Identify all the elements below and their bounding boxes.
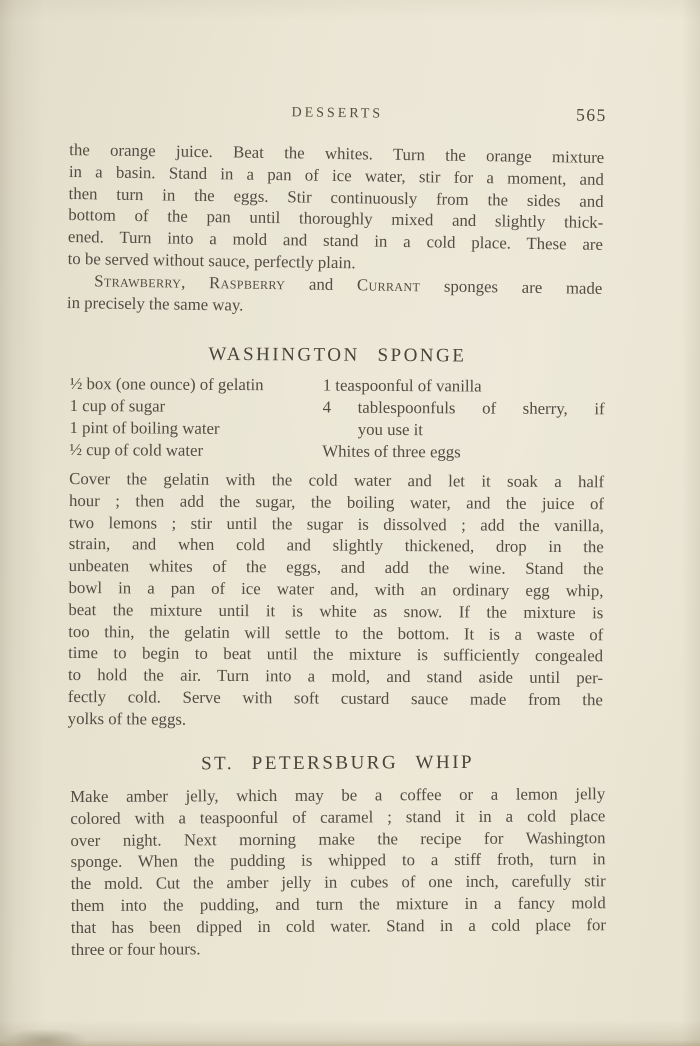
text-line: unbeaten whites of the eggs, and add the wine. Stand the xyxy=(68,556,604,579)
text-line: too thin, the gelatin will settle to the bottom. It is a waste of xyxy=(68,621,604,645)
text-run: , xyxy=(181,272,210,292)
ingredient-item: Whites of three eggs xyxy=(322,441,461,462)
text-line: beat the mixture until it is white as snow. If the mixture is xyxy=(68,600,604,623)
text-line: colored with a teaspoonful of caramel ; stand it in a cold place xyxy=(70,805,606,828)
text-line: sponge. When the pudding is whipped to a stiff froth, turn in xyxy=(70,849,606,872)
ingredients-right-column xyxy=(322,375,605,465)
method-paragraph-washington xyxy=(68,468,605,733)
text-line: to be served without sauce, perfectly plain. xyxy=(67,248,356,273)
running-head: DESSERTS xyxy=(291,105,384,122)
ingredient-item: ½ box (one ounce) of gelatin xyxy=(69,374,264,395)
text-line: two lemons ; stir until the sugar is dissolved ; add the vanilla, xyxy=(68,512,604,536)
text-line: Make amber jelly, which may be a coffee or a lemon jelly xyxy=(70,784,606,806)
text-line: them into the pudding, and turn the mixture in a fancy mold xyxy=(70,893,606,915)
text-line: hour ; then add the sugar, the boiling water, and the juice of xyxy=(68,491,605,514)
text-line: over night. Next morning make the recipe for Washington xyxy=(70,827,606,850)
text-line: bottom of the pan until thoroughly mixed and slightly thick- xyxy=(68,205,604,233)
page-number: 565 xyxy=(575,104,607,125)
text-line: fectly cold. Serve with soft custard sauce made from the xyxy=(67,687,603,710)
text-line: time to begin to beat until the mixture is sufficiently congealed xyxy=(68,643,604,667)
ingredient-item: 1 teaspoonful of vanilla xyxy=(322,375,482,396)
text-line: the mold. Cut the amber jelly in cubes of one inch, carefully stir xyxy=(70,871,606,894)
text-line: three or four hours. xyxy=(70,938,201,959)
ingredient-item: 4 tablespoonfuls of sherry, if xyxy=(322,397,605,419)
text-line: strain, and when cold and slightly thickened, drop in the xyxy=(68,534,604,558)
text-line: to hold the air. Turn into a mold, and stand aside until per- xyxy=(67,665,604,688)
st-petersburg-whip-recipe xyxy=(70,751,606,960)
ingredient-list xyxy=(69,373,605,464)
smallcaps-strawberry: Strawberry xyxy=(94,271,182,292)
ingredient-item: 1 pint of boiling water xyxy=(69,418,220,439)
washington-sponge-recipe xyxy=(68,343,605,733)
page-header xyxy=(70,100,605,128)
text-line: the orange juice. Beat the whites. Turn the orange mixture xyxy=(69,139,605,167)
text-line: ened. Turn into a mold and stand in a cold place. These are xyxy=(67,227,604,255)
text-line: that has been dipped in cold water. Stand in a cold place for xyxy=(70,914,606,937)
intro-section xyxy=(67,100,605,321)
recipe-title-washington-sponge: WASHINGTON SPONGE xyxy=(208,344,467,367)
method-paragraph-st-petersburg xyxy=(70,783,606,960)
text-line: then turn in the eggs. Stir continuously from the sides and xyxy=(68,183,604,211)
ingredient-item-continuation: you use it xyxy=(357,420,424,440)
smallcaps-raspberry: Raspberry xyxy=(208,272,286,293)
text-line: in precisely the same way. xyxy=(66,292,244,315)
text-line: bowl in a pan of ice water and, with an ordinary egg whip, xyxy=(68,578,604,601)
smallcaps-currant: Currant xyxy=(356,275,421,295)
ingredient-item: ½ cup of cold water xyxy=(69,440,204,461)
text-line: yolks of the eggs. xyxy=(67,709,187,729)
text-line: in a basin. Stand in a pan of ice water, stir for a moment, and xyxy=(68,161,605,189)
text-run: sponges are made xyxy=(420,275,603,298)
ingredient-item: 1 cup of sugar xyxy=(69,396,166,416)
ingredients-left-column xyxy=(69,373,323,463)
text-run: and xyxy=(285,273,358,295)
page-content xyxy=(66,0,607,960)
sponges-note-paragraph xyxy=(67,270,603,322)
text-line: Cover the gelatin with the cold water and let it soak a half xyxy=(69,469,605,492)
intro-paragraph xyxy=(67,139,604,278)
recipe-title-st-petersburg-whip: ST. PETERSBURG WHIP xyxy=(200,751,475,775)
